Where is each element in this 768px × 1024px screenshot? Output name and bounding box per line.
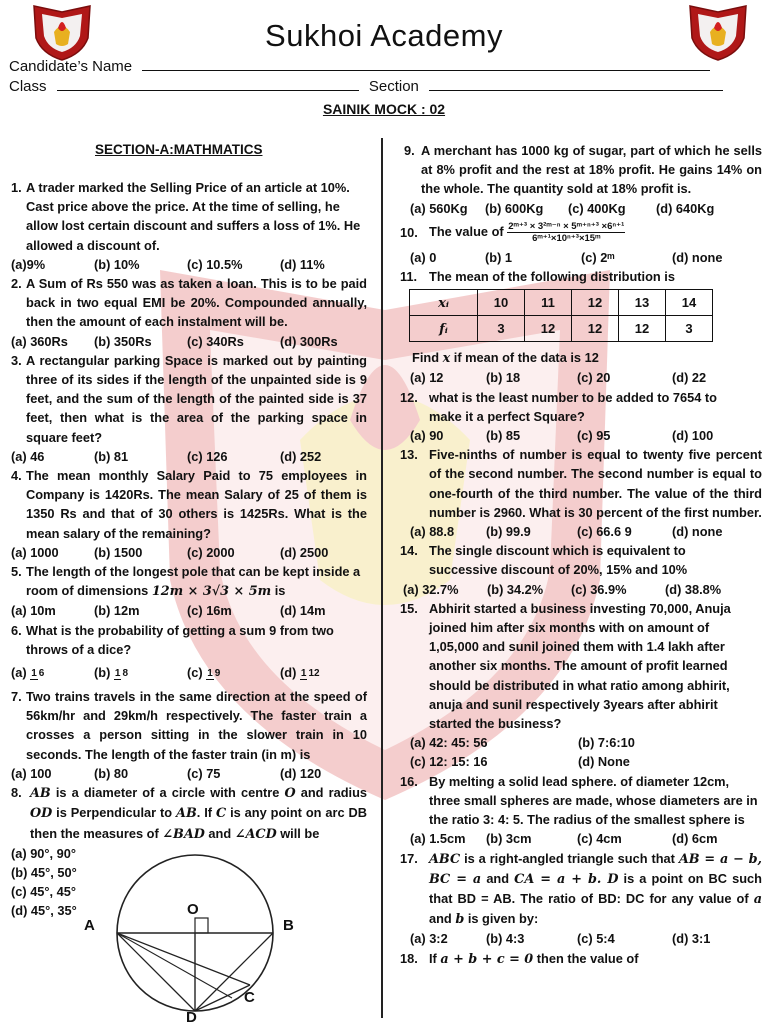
option[interactable]: (a) 360Rs [11, 333, 68, 349]
option[interactable]: (d) none [672, 524, 723, 540]
table-cell: 12 [525, 316, 572, 342]
label-o: O [187, 901, 199, 918]
chord-bd [195, 933, 273, 1011]
chord-ad [117, 933, 195, 1011]
option[interactable]: (c) 1 9 [187, 665, 221, 681]
table-header-cell: fᵢ [410, 316, 478, 342]
option[interactable]: (c) 45°, 45° [11, 884, 77, 900]
question-3: 3. A rectangular parking Space is marked out by painting three of its sides if the length of the unpainted side is 9 feet, and the sum of the length of the painted side is 37 feet, then what is the area of the parking space in square feet? [11, 352, 367, 445]
option[interactable]: (c) 2000 [187, 544, 235, 560]
option[interactable]: (b) 85 [486, 428, 521, 444]
table-cell: 11 [525, 290, 572, 316]
question-15: 15. Abhirit started a business investing 70,000, Anuja joined him after six months with on amount of 1,05,000 and sunil joined them with 1.4 lakh after another six months. The amount of profit learned should be distributed in what ratio among abhirit, anuja and sunil respectively 3years after abhirit started the business? [400, 600, 731, 732]
option[interactable]: (c) 5:4 [577, 931, 615, 947]
question-18: 18. If a + b + c = 0 then the value of [400, 950, 639, 967]
question-3-options [11, 447, 367, 466]
option[interactable]: (d) 11% [280, 256, 325, 272]
circle-figure [82, 838, 312, 1024]
candidate-name-field[interactable] [142, 58, 710, 71]
right-column [400, 141, 762, 969]
option[interactable]: (c) 75 [187, 765, 221, 781]
left-column [11, 178, 367, 921]
section-label: Section [368, 78, 419, 95]
option[interactable]: (b) 80 [94, 765, 129, 781]
option[interactable]: (b) 3cm [486, 831, 532, 847]
page-title: Sukhoi Academy [265, 18, 503, 53]
option[interactable]: (c) 340Rs [187, 333, 244, 349]
question-16: 16. By melting a solid lead sphere. of diameter 12cm, three small spheres are made, whose diameters are in the ratio 3: 4: 5. The radius of the smallest sphere is [400, 773, 758, 828]
class-label: Class [9, 78, 47, 95]
option[interactable]: (d) 1 12 [280, 665, 320, 681]
option[interactable]: (a) 88.8 [410, 524, 455, 540]
question-9-options [400, 199, 762, 218]
candidate-name-row [9, 58, 710, 75]
option[interactable]: (b) 34.2% [487, 581, 544, 597]
option[interactable]: (a) 90°, 90° [11, 845, 77, 861]
question-6: 6. What is the probability of getting a sum 9 from two throws of a dice? [11, 622, 334, 657]
label-c: C [244, 989, 255, 1006]
label-a: A [84, 917, 95, 934]
option[interactable]: (a) 3:2 [410, 931, 448, 947]
question-5-options [11, 601, 367, 620]
option[interactable]: (d) 640Kg [656, 200, 715, 216]
option[interactable]: (d) 45°, 35° [11, 903, 77, 919]
class-section-row [9, 78, 723, 95]
question-2-options [11, 332, 367, 351]
question-16-options [400, 829, 762, 848]
option[interactable]: (b) 99.9 [486, 524, 531, 540]
question-11-options [400, 368, 762, 387]
option[interactable]: (d) 2500 [280, 544, 329, 560]
chord-cd [195, 985, 250, 1011]
question-14-options [400, 580, 762, 599]
section-heading: SECTION-A:MATHMATICS [95, 142, 263, 157]
question-7-options [11, 764, 367, 783]
fraction-expression: $\frac{\text{2ᵐ⁺³ × 3²ᵐ⁻ⁿ × 5ᵐ⁺ⁿ⁺³ ×6ⁿ⁺¹}}{\text{6ᵐ⁺¹×10ⁿ⁺³×15ᵐ}}$ [508, 221, 625, 245]
option[interactable]: (d) 6cm [672, 831, 718, 847]
option[interactable]: (d) None [578, 754, 630, 770]
table-row [410, 290, 713, 316]
table-cell: 13 [619, 290, 666, 316]
option[interactable]: (b) 600Kg [485, 200, 544, 216]
question-2: 2. A Sum of Rs 550 was as taken a loan. This is to be paid back in two equal EMI be 20%. Compounded annually, then the amount of each instalment will be. [11, 276, 367, 330]
question-10-options [400, 248, 762, 267]
table-row [410, 316, 713, 342]
question-5: 5. The length of the longest pole that can be kept inside a room of dimensions 12m × 3√3 × 5m is [11, 564, 361, 600]
right-angle-mark [195, 918, 208, 933]
table-cell: 12 [619, 316, 666, 342]
question-10: 10. The value of $\frac{\text{2ᵐ⁺³ × 3²ᵐ⁻ⁿ × 5ᵐ⁺ⁿ⁺³ ×6ⁿ⁺¹}}{\text{6ᵐ⁺¹×10ⁿ⁺³×15ᵐ}}$ [400, 221, 625, 245]
option[interactable]: (a)9% [11, 256, 46, 272]
option[interactable]: (b) 45°, 50° [11, 864, 77, 880]
section-field[interactable] [429, 78, 723, 91]
question-13-options [400, 522, 762, 541]
option[interactable]: (a) 0 [410, 249, 437, 265]
question-17-options [400, 929, 762, 948]
question-12: 12. what is the least number to be added to 7654 to make it a perfect Square? [400, 389, 717, 424]
table-cell: 10 [478, 290, 525, 316]
class-field[interactable] [57, 78, 359, 91]
table-cell: 3 [478, 316, 525, 342]
option[interactable]: (c) 36.9% [571, 581, 627, 597]
option[interactable]: (b) 350Rs [94, 333, 152, 349]
table-cell: 12 [572, 316, 619, 342]
option[interactable]: (a) 42: 45: 56 [410, 735, 488, 751]
question-8: 8. AB is a diameter of a circle with centre O and radius OD is Perpendicular to AB. If C is any point on arc DB then the measures of ∠BAD and ∠ACD will be [11, 785, 368, 842]
mock-title: SAINIK MOCK : 02 [322, 101, 446, 117]
question-4: 4. The mean monthly Salary Paid to 75 employees in Company is 1420Rs. The mean Salary of 25 of them is 1350 Rs and that of 30 others is 1425Rs. What is the mean salary of the remaining? [11, 468, 367, 541]
question-9: 9. A merchant has 1000 kg of sugar, part of which he sells at 8% profit and the rest at 18% profit. He gains 14% on the whole. The quantity sold at 18% profit is. [404, 143, 762, 197]
question-1: 1. A trader marked the Selling Price of an article at 10%. Cast price above the price. At the time of selling, he allow lost certain discount and suffers a loss of 1%. He allowed a discount of. [11, 180, 361, 253]
question-17: 17. ABC is a right-angled triangle such that AB = a − b, BC = a and CA = a + b. D is a point on BC such that BD = AB. The ratio of BD: DC for any value of a and b is given by: [400, 850, 762, 928]
label-b: B [283, 917, 294, 934]
option[interactable]: (d) 38.8% [665, 581, 722, 597]
distribution-table [409, 289, 713, 342]
option[interactable]: (d) 300Rs [280, 333, 338, 349]
option[interactable]: (a) 1000 [11, 544, 59, 560]
table-cell: 14 [666, 290, 713, 316]
option[interactable]: (b) 1 [485, 249, 513, 265]
option[interactable]: (b) 18 [486, 370, 521, 386]
option[interactable]: (a) 12 [410, 370, 444, 386]
option[interactable]: (d) 22 [672, 370, 707, 386]
option[interactable]: (c) 20 [577, 370, 611, 386]
question-13: 13. Five-ninths of number is equal to twenty five percent of the second number. The second number is equal to one-fourth of the third number. The value of the third number is 2960. What is 30 percent of the first number. [400, 447, 762, 520]
option[interactable]: (b) 1 8 [94, 665, 129, 681]
option[interactable]: (a) 560Kg [410, 200, 468, 216]
option[interactable]: (c) 400Kg [568, 200, 626, 216]
option[interactable]: (c) 10.5% [187, 256, 243, 272]
question-15-options [400, 733, 762, 771]
option[interactable]: (a) 100 [11, 765, 52, 781]
question-4-options [11, 543, 367, 562]
question-11-find: Find x if mean of the data is 12 [412, 350, 599, 367]
question-6-options [11, 659, 367, 687]
chord-ac [117, 933, 250, 985]
option[interactable]: (c) 4cm [577, 831, 622, 847]
option[interactable]: (c) 12: 15: 16 [410, 754, 488, 770]
option[interactable]: (b) 12m [94, 603, 140, 619]
table-header-cell: xᵢ [410, 290, 478, 316]
option[interactable]: (a) 1 6 [11, 665, 45, 681]
question-12-options [400, 426, 762, 445]
option[interactable]: (d) 252 [280, 448, 322, 464]
option[interactable]: (a) 1.5cm [410, 831, 466, 847]
option[interactable]: (d) 120 [280, 765, 322, 781]
option[interactable]: (c) 126 [187, 448, 228, 464]
option[interactable]: (a) 32.7% [403, 581, 459, 597]
option[interactable]: (a) 90 [410, 428, 444, 444]
option[interactable]: (a) 46 [11, 448, 45, 464]
question-14: 14. The single discount which is equivalent to successive discount of 20%, 15% and 10% [400, 543, 688, 578]
option[interactable]: (c) 16m [187, 603, 232, 619]
table-cell: 3 [666, 316, 713, 342]
chord-ad-alt [117, 933, 232, 998]
option[interactable]: (c) 95 [577, 428, 611, 444]
option[interactable]: (c) 66.6 9 [577, 524, 632, 540]
option[interactable]: (d) none [672, 249, 723, 265]
option[interactable]: (b) 81 [94, 448, 129, 464]
label-d: D [186, 1009, 197, 1024]
option[interactable]: (b) 4:3 [486, 931, 525, 947]
table-cell: 12 [572, 290, 619, 316]
question-11: 11. The mean of the following distribution is [400, 269, 675, 285]
option[interactable]: (a) 10m [11, 603, 56, 619]
question-1-options [11, 255, 367, 274]
question-7: 7. Two trains travels in the same direction at the speed of 56km/hr and 29km/h respectively. The faster train a crosses a person sitting in the slower train in 10 seconds. The length of the faster train (in m) is [11, 689, 367, 762]
option[interactable]: (c) 2ᵐ [581, 249, 615, 265]
candidate-name-label: Candidate’s Name [9, 58, 133, 75]
option[interactable]: (b) 10% [94, 256, 140, 272]
option[interactable]: (b) 7:6:10 [578, 735, 635, 751]
option[interactable]: (b) 1500 [94, 544, 143, 560]
option[interactable]: (d) 3:1 [672, 931, 711, 947]
option[interactable]: (d) 100 [672, 428, 714, 444]
option[interactable]: (d) 14m [280, 603, 326, 619]
column-divider [381, 138, 383, 1018]
